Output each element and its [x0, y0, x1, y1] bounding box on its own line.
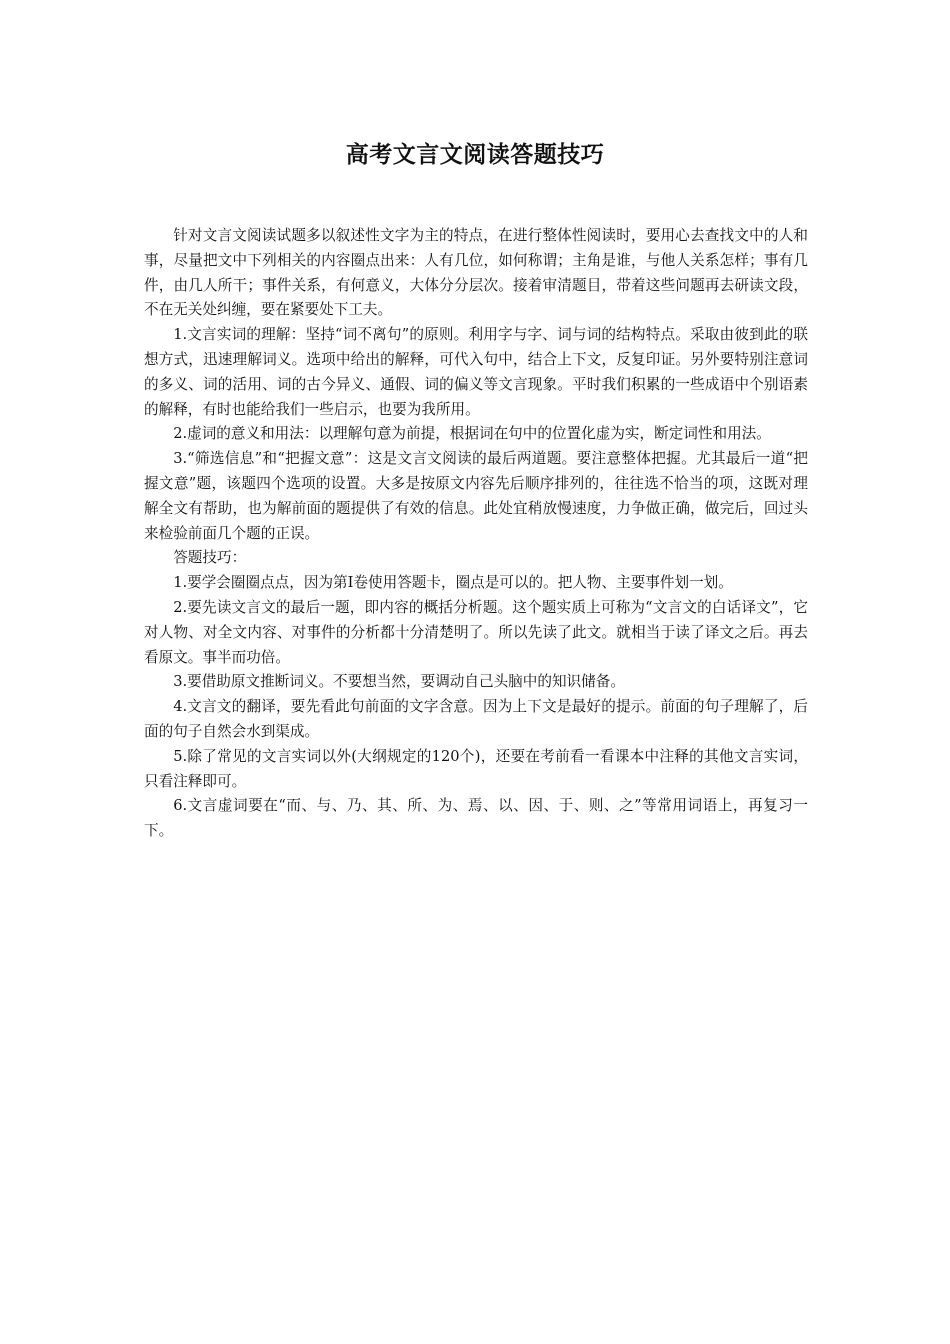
tips-heading: 答题技巧： — [173, 549, 247, 567]
tip-item-3: 3.要借助原文推断词义。不要想当然，要调动自己头脑中的知识储备。 — [173, 673, 625, 691]
tip-item-4: 4.文言文的翻译，要先看此句前面的文字含意。因为上下文是最好的提示。前面的句子理解了，后面的句子自然会水到渠成。 — [144, 698, 808, 740]
tip-item-5: 5.除了常见的文言实词以外(大纲规定的120个)，还要在考前看一看课本中注释的其他文言实词，只看注释即可。 — [144, 747, 808, 790]
tip-item-2: 2.要先读文言文的最后一题，即内容的概括分析题。这个题实质上可称为“文言文的白话译文”，它对人物、对全文内容、对事件的分析都十分清楚明了。所以先读了此文。就相当于读了译文之后。再去看原文。事半而功倍。 — [144, 598, 808, 666]
intro-paragraph: 针对文言文阅读试题多以叙述性文字为主的特点，在进行整体性阅读时，要用心去查找文中的人和事，尽量把文中下列相关的内容圈点出来：人有几位，如何称谓；主角是谁，与他人关系怎样；事有几件，由几人所干；事件关系，有何意义，大体分分层次。接着审清题目，带着这些问题再去研读文段，不在无关处纠缠，要在紧要处下工夫。 — [144, 227, 808, 319]
tip-item-1: 1.要学会圈圈点点，因为第I卷使用答题卡，圈点是可以的。把人物、主要事件划一划。 — [173, 574, 733, 592]
paragraph-filter-info: 3.“筛选信息”和“把握文意”：这是文言文阅读的最后两道题。要注意整体把握。尤其最后一道“把握文意”题，该题四个选项的设置。大多是按原文内容先后顺序排列的，往往选不恰当的项，这既对理解全文有帮助，也为解前面的题提供了有效的信息。此处宜稍放慢速度，力争做正确，做完后，回过头来检验前面几个题的正误。 — [144, 450, 808, 542]
paragraph-function-words: 2.虚词的意义和用法：以理解句意为前提，根据词在句中的位置化虚为实，断定词性和用法。 — [173, 425, 771, 443]
document-title: 高考文言文阅读答题技巧 — [345, 141, 605, 168]
document-body — [144, 224, 808, 844]
paragraph-content-words: 1.文言实词的理解：坚持“词不离句”的原则。利用字与字、词与词的结构特点。采取由彼到此的联想方式，迅速理解词义。选项中给出的解释，可代入句中，结合上下文，反复印证。另外要特别注意词的多义、词的活用、词的古今异义、通假、词的偏义等文言现象。平时我们积累的一些成语中个别语素的解释，有时也能给我们一些启示，也要为我所用。 — [144, 326, 808, 418]
tip-item-6: 6.文言虚词要在“而、与、乃、其、所、为、焉、以、因、于、则、之”等常用词语上，再复习一下。 — [144, 797, 808, 840]
